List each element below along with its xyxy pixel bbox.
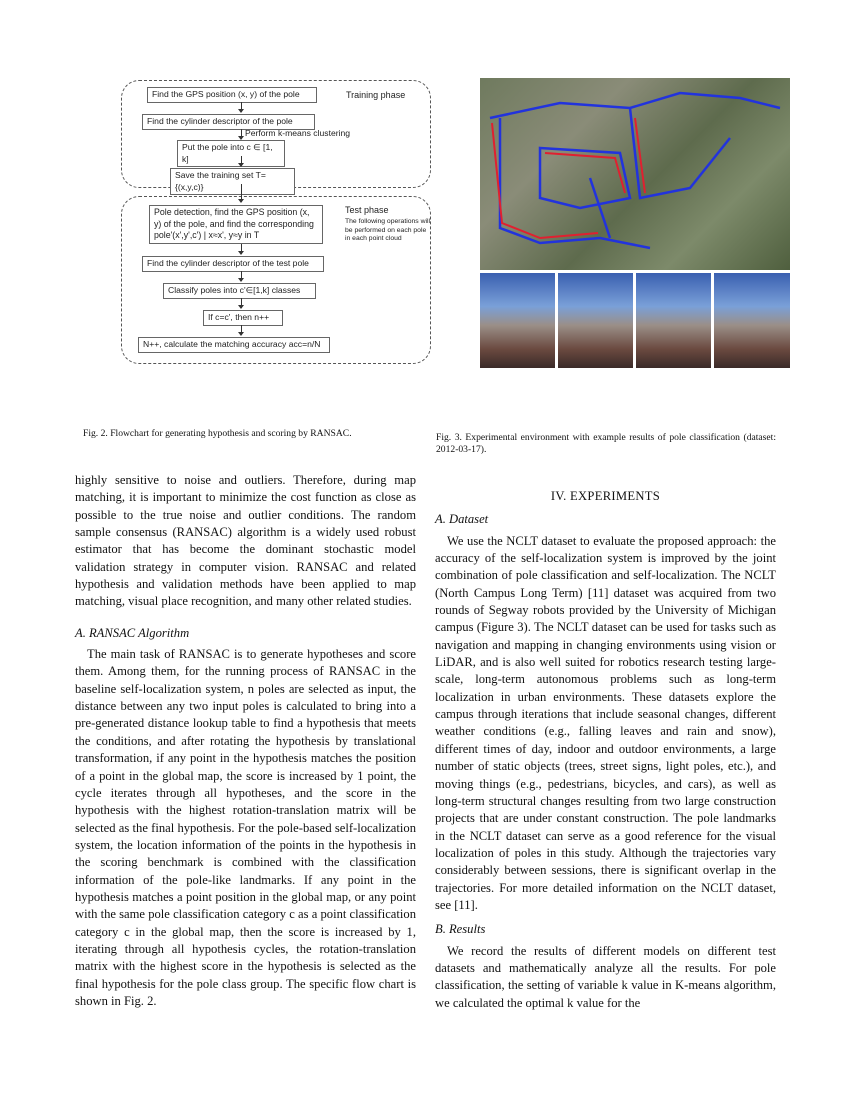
- arrow: [241, 298, 242, 308]
- test-phase-note: The following operations will be performed on each pole in each point cloud: [345, 218, 431, 242]
- flow-step: Find the cylinder descriptor of the test pole: [142, 256, 324, 272]
- trajectory-overlay: [480, 78, 790, 270]
- example-photo-4: [714, 273, 790, 368]
- arrow: [241, 184, 242, 202]
- flow-step: Save the training set T={(x,y,c)}: [170, 168, 295, 195]
- arrow: [241, 102, 242, 112]
- section-heading: IV. EXPERIMENTS: [550, 489, 661, 503]
- campus-map-image: [480, 78, 790, 270]
- example-photo-2: [558, 273, 633, 368]
- flow-step: Pole detection, find the GPS position (x, y) of the pole, and find the corresponding pole'(x',y',c') | x≈x', y≈y in T: [149, 205, 323, 244]
- paragraph: The main task of RANSAC is to generate hypotheses and score them. Among them, for the running process of RANSAC in the baseline self-localization system, n poles are selected as input, the distance between any two input poles is calculated to bring into a pre-generated distance lookup table to find a hypothesis that meets the conditions, and after rotating the hypothesis by translational transformation, if any point in the hypothesis matches the position of a point in the global map, the score is increased by 1 point, the cycle iterates through all hypotheses, and the score in the hypothesis with the highest rotation-translation matrix will be selected as the final hypothesis. For the pole-based self-localization system, the location information of the points in the hypothesis in the scoring benchmark is combined with the classification information of the pole-like landmarks. If any point in the hypothesis matches a point position in the global map, or any point with the same pole classification category c as a point classification category c in the global map, then the score is increased by 1, iterating through all hypothesis cycles, the rotation-translation matrix with the highest score in the hypothesis is selected as the final hypothesis for the pole class group. The specific flow chart is shown in Fig. 2.: [75, 647, 416, 1008]
- arrow: [241, 325, 242, 335]
- arrow: [241, 129, 242, 139]
- paragraph: We record the results of different models on different test datasets and mathematically analyze all the results. For pole classification, the setting of variable k value in K-means algorithm, we calculated the optimal k value for the: [435, 943, 776, 1010]
- flow-step: Classify poles into c'∈[1,k] classes: [163, 283, 316, 299]
- subsection-heading: A. Dataset: [435, 512, 489, 527]
- example-photo-3: [636, 273, 711, 368]
- arrow: [241, 156, 242, 166]
- flow-step: Put the pole into c ∈ [1, k]: [177, 140, 285, 167]
- subsection-heading: A. RANSAC Algorithm: [75, 625, 190, 640]
- flow-step: If c=c', then n++: [203, 310, 283, 326]
- subsection-heading: B. Results: [435, 922, 486, 937]
- example-photo-1: [480, 273, 555, 368]
- flow-step: N++, calculate the matching accuracy acc=n/N: [138, 337, 330, 353]
- arrow: [241, 271, 242, 281]
- arrow: [241, 244, 242, 254]
- figure-2-flowchart: [118, 78, 434, 364]
- flow-step: Find the cylinder descriptor of the pole: [142, 114, 315, 130]
- training-phase-label: Training phase: [346, 90, 406, 100]
- figure-3-caption: Fig. 3. Experimental environment with example results of pole classification (dataset: 2012-03-17).: [436, 432, 776, 455]
- paragraph: highly sensitive to noise and outliers. Therefore, during map matching, it is important to minimize the cost function as close as possible to the true noise and outlier conditions. The random sample consensus (RANSAC) algorithm is a widely used robust estimator that has become the dominant stochastic model validation strategy in computer vision. RANSAC and related hypothesis and validation methods have been applied to map matching, visual place recognition, and many other related studies.: [75, 473, 416, 609]
- paragraph: We use the NCLT dataset to evaluate the proposed approach: the accuracy of the self-localization system is improved by the joint combination of pole classification and self-localization. The NCLT (North Campus Long Term) [11] dataset was acquired from two rounds of Segway robots provided by the University of Michigan campus (Figure 3). The NCLT dataset can be used for tasks such as navigation and mapping in changing environments using vision or LiDAR, and is also well suited for robotics research testing large-scale, long-term autonomous problems such as long-term localization in urban environments. These datasets explore the campus through iterations that include seasonal changes, different weather conditions (e.g., falling leaves and rain and snow), different times of day, indoor and outdoor environments, a large number of static objects (trees, street signs, light poles, etc.), and moving things (e.g., pedestrians, bicycles, and cars), as well as long-term structural changes resulting from two large construction projects that are under constant construction. The pole landmarks in the NCLT dataset can serve as a good reference for the visual localization of poles in this study. Although the trajectories vary considerably between sessions, there is significant overlap in the trajectories. For more detailed information on the NCLT dataset, see [11].: [435, 533, 776, 912]
- left-column: [75, 472, 416, 1010]
- figure-2-caption: Fig. 2. Flowchart for generating hypothesis and scoring by RANSAC.: [83, 428, 352, 439]
- flow-step: Find the GPS position (x, y) of the pole: [147, 87, 317, 103]
- test-phase-label: Test phase: [345, 205, 389, 215]
- right-column: [435, 480, 776, 1012]
- kmeans-label: Perform k-means clustering: [245, 128, 351, 138]
